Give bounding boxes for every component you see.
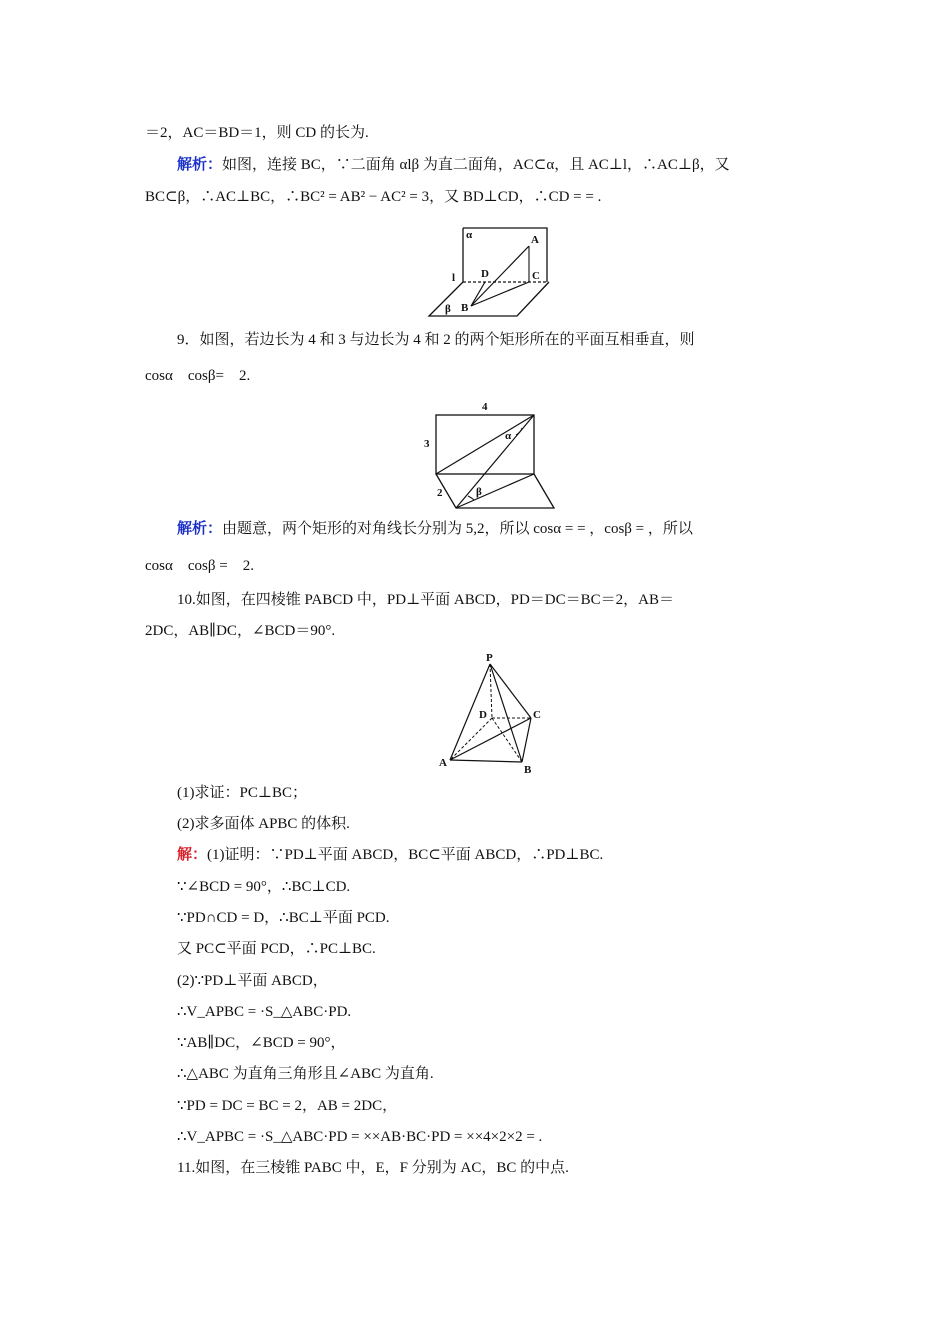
part1: (1)求证：PC⊥BC；	[177, 785, 307, 801]
solution-line8: ∴△ABC 为直角三角形且∠ABC 为直角.	[177, 1066, 434, 1082]
solution-line4: 又 PC⊂平面 PCD，∴PC⊥BC.	[177, 941, 376, 957]
solution-line9: ∵PD = DC = BC = 2，AB = 2DC，	[177, 1098, 398, 1114]
problem9-line1: 9．如图，若边长为 4 和 3 与边长为 4 和 2 的两个矩形所在的平面互相垂直，则	[177, 332, 695, 348]
solution-line10: ∴V_APBC = ·S_△ABC·PD = ××AB·BC·PD = ××4×2×2 = .	[177, 1129, 543, 1145]
left-side-label: 3	[424, 438, 430, 450]
dihedral-figure	[425, 224, 557, 320]
line-l-label: l	[452, 272, 456, 284]
point-C-label: C	[532, 270, 540, 282]
analysis-label: 解析：	[177, 157, 223, 173]
analysis8-line1	[177, 155, 730, 175]
vertex-A-label: A	[439, 757, 447, 769]
analysis9-line2: cosα cosβ = 2.	[145, 558, 254, 574]
solution-line7: ∵AB∥DC，∠BCD = 90°，	[177, 1035, 346, 1051]
solution-line6: ∴V_APBC = ·S_△ABC·PD.	[177, 1004, 352, 1020]
analysis9-line1	[177, 519, 693, 539]
problem10-line2: 2DC，AB∥DC，∠BCD＝90°.	[145, 623, 336, 639]
part2: (2)求多面体 APBC 的体积.	[177, 816, 350, 832]
vertex-C-label: C	[533, 709, 541, 721]
solution-label: 解：	[177, 847, 208, 863]
point-B-label: B	[461, 302, 469, 314]
problem8-tail: ＝2，AC＝BD＝1，则 CD 的长为.	[145, 125, 369, 141]
vertex-B-label: B	[524, 764, 532, 776]
angle-beta-label: β	[476, 486, 482, 498]
solution-line3: ∵PD∩CD = D，∴BC⊥平面 PCD.	[177, 910, 390, 926]
analysis-label-9: 解析：	[177, 521, 223, 537]
solution-text1: (1)证明：∵PD⊥平面 ABCD，BC⊂平面 ABCD，∴PD⊥BC.	[207, 847, 604, 863]
vertex-D-label: D	[479, 709, 487, 721]
point-A-label: A	[531, 234, 539, 246]
vertex-P-label: P	[486, 652, 493, 664]
alpha-label: α	[466, 229, 473, 241]
analysis8-line2: BC⊂β，∴AC⊥BC，∴BC² = AB² − AC² = 3，又 BD⊥CD，∴CD = = .	[145, 189, 602, 205]
analysis8-text1: 如图，连接 BC，∵二面角 αlβ 为直二面角，AC⊂α，且 AC⊥l，∴AC⊥β，又	[222, 157, 730, 173]
top-side-label: 4	[482, 401, 488, 413]
solution-line2: ∵∠BCD = 90°，∴BC⊥CD.	[177, 879, 351, 895]
problem9-line2: cosα cosβ= 2.	[145, 368, 251, 384]
angle-alpha-label: α	[505, 430, 512, 442]
solution-line5: (2)∵PD⊥平面 ABCD，	[177, 973, 328, 989]
analysis9-text1: 由题意，两个矩形的对角线长分别为 5,2，所以 cosα = = ，cosβ = ，所以	[222, 521, 693, 537]
bottom-side-label: 2	[437, 487, 443, 499]
beta-label: β	[445, 303, 451, 315]
rectangles-figure	[418, 398, 562, 512]
problem10-line1: 10.如图，在四棱锥 PABCD 中，PD⊥平面 ABCD，PD＝DC＝BC＝2，AB＝	[177, 592, 674, 608]
pyramid-figure	[436, 650, 548, 776]
point-D-label: D	[481, 268, 489, 280]
solution-line1	[177, 845, 603, 865]
problem11: 11.如图，在三棱锥 PABC 中，E，F 分别为 AC，BC 的中点.	[177, 1160, 569, 1176]
